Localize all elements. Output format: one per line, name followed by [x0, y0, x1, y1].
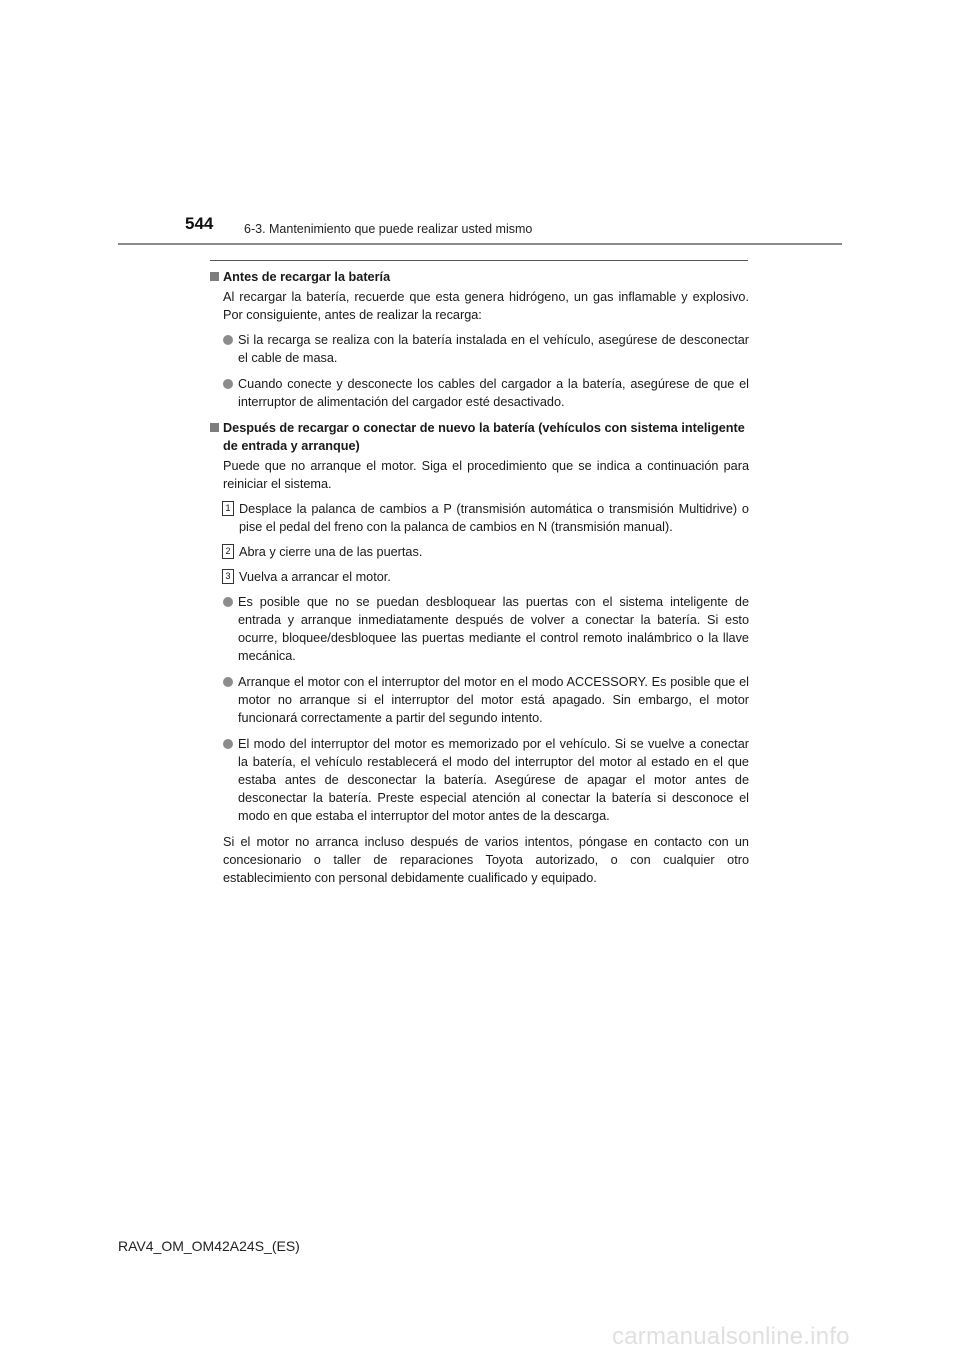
list-item: Cuando conecte y desconecte los cables del cargador a la batería, asegúrese de que el interruptor de alimentación del cargador esté desactivado. — [210, 375, 749, 411]
section-heading: Después de recargar o conectar de nuevo la batería (vehículos con sistema inteligente de entrada y arranque) — [210, 419, 749, 455]
header-section-title: 6-3. Mantenimiento que puede realizar usted mismo — [244, 222, 533, 236]
list-item: Arranque el motor con el interruptor del motor en el modo ACCESSORY. Es posible que el motor no arranque si el interruptor del motor está apagado. Sin embargo, el motor funcionará correctamente a partir del segundo intento. — [210, 673, 749, 727]
circle-bullet-icon — [223, 335, 233, 345]
list-item: Si la recarga se realiza con la batería instalada en el vehículo, asegúrese de desconectar el cable de masa. — [210, 331, 749, 367]
circle-bullet-icon — [223, 597, 233, 607]
section-intro: Puede que no arranque el motor. Siga el procedimiento que se indica a continuación para reiniciar el sistema. — [223, 459, 749, 491]
circle-bullet-icon — [223, 739, 233, 749]
page-content — [210, 268, 749, 894]
section-intro: Al recargar la batería, recuerde que esta genera hidrógeno, un gas inflamable y explosivo. Por consiguiente, antes de realizar la recarga: — [223, 290, 749, 322]
header-rule — [118, 243, 842, 245]
watermark: carmanualsonline.info — [612, 1323, 850, 1350]
procedure-step: 1 Desplace la palanca de cambios a P (transmisión automática o transmisión Multidrive) o pise el pedal del freno con la palanca de cambios en N (transmisión manual). — [210, 500, 749, 536]
square-bullet-icon — [210, 423, 219, 432]
list-item: El modo del interruptor del motor es memorizado por el vehículo. Si se vuelve a conectar la batería, el vehículo restablecerá el modo del interruptor del motor al estado en el que estaba antes de desconectar la batería. Asegúrese de apagar el motor antes de desconectar la batería. Preste especial atención al conectar la batería si desconoce el modo en que estaba el interruptor del motor antes de la descarga. — [210, 735, 749, 825]
page-number: 544 — [185, 214, 214, 233]
step-number: 3 — [222, 569, 234, 584]
circle-bullet-icon — [223, 379, 233, 389]
closing-paragraph: Si el motor no arranca incluso después de varios intentos, póngase en contacto con un concesionario o taller de reparaciones Toyota autorizado, o con cualquier otro establecimiento con personal debidamente cualificado y equipado. — [223, 835, 749, 885]
content-rule — [210, 260, 748, 261]
section-heading: Antes de recargar la batería — [210, 268, 749, 286]
step-number: 1 — [222, 501, 234, 516]
procedure-step: 3 Vuelva a arrancar el motor. — [210, 568, 749, 586]
procedure-step: 2 Abra y cierre una de las puertas. — [210, 543, 749, 561]
list-item: Es posible que no se puedan desbloquear las puertas con el sistema inteligente de entrada y arranque inmediatamente después de volver a conectar la batería. Si esto ocurre, bloquee/desbloquee las puertas mediante el control remoto inalámbrico o la llave mecánica. — [210, 593, 749, 665]
footer-doc-code: RAV4_OM_OM42A24S_(ES) — [118, 1238, 300, 1254]
circle-bullet-icon — [223, 677, 233, 687]
step-number: 2 — [222, 544, 234, 559]
square-bullet-icon — [210, 272, 219, 281]
